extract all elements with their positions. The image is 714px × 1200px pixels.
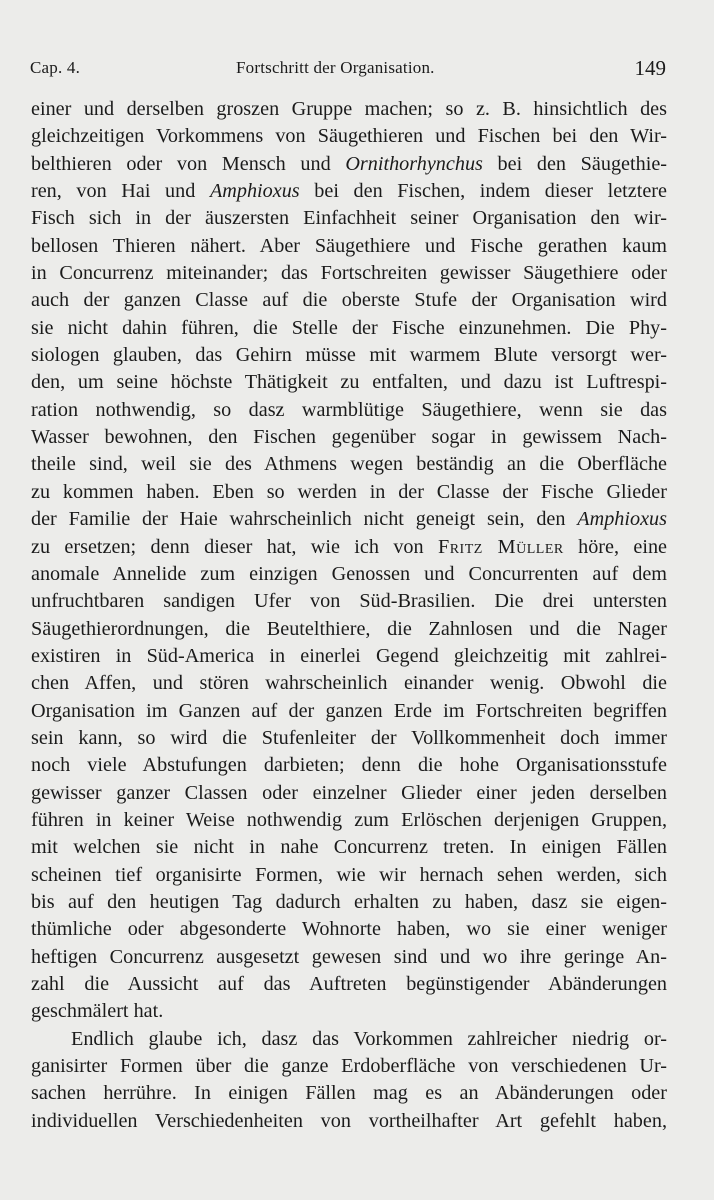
text-run: auch der ganzen Classe auf die oberste Stufe der Organisation wird [31,289,667,312]
text-line [31,780,667,807]
author-name: Fritz Müller [437,535,564,558]
text-line [31,96,667,123]
text-line [31,1053,667,1080]
text-line [31,725,667,752]
text-line [31,205,667,232]
text-run: bei den Fischen, indem dieser letztere [299,180,667,203]
text-run: Endlich glaube ich, dasz das Vorkommen zahlreicher niedrig or- [71,1027,667,1050]
text-run: anomale Annelide zum einzigen Genossen und Concurrenten auf dem [31,562,667,585]
text-line [31,260,667,287]
text-line [31,1108,667,1135]
text-run: gewisser ganzer Classen oder einzelner Glieder einer jeden derselben [31,781,667,804]
text-run: der Familie der Haie wahrscheinlich nicht geneigt sein, den [31,508,578,531]
text-line [31,616,667,643]
text-run: sein kann, so wird die Stufenleiter der Vollkommenheit doch immer [31,726,667,749]
italic-taxon: Amphioxus [577,508,667,531]
text-run: zu ersetzen; denn dieser hat, wie ich von [31,535,438,558]
text-line [31,123,667,150]
text-line [31,643,667,670]
text-line [31,451,667,478]
text-line [31,916,667,943]
text-line [31,588,667,615]
text-run: theile sind, weil sie des Athmens wegen beständig an die Oberfläche [31,453,667,476]
running-title: Fortschritt der Organisation. [236,58,435,77]
text-run: heftigen Concurrenz ausgesetzt gewesen sind und wo ihre geringe An- [31,945,667,968]
text-run: bei den Säugethie- [482,152,667,175]
text-line [31,889,667,916]
text-run: noch viele Abstufungen darbieten; denn die hohe Organisationsstufe [31,754,667,777]
text-run: gleichzeitigen Vorkommens von Säugethieren und Fischen bei den Wir- [31,125,667,148]
text-run: einer und derselben groszen Gruppe machen; so z. B. hinsichtlich des [31,98,667,120]
text-line [31,1026,667,1053]
text-run: existiren in Süd-America in einerlei Gegend gleichzeitig mit zahlrei- [31,644,667,667]
text-run: bis auf den heutigen Tag dadurch erhalten zu haben, dasz sie eigen- [31,890,667,913]
text-run: mit welchen sie nicht in nahe Concurrenz treten. In einigen Fällen [31,836,667,859]
text-line [31,534,667,561]
text-line [31,233,667,260]
text-line [31,971,667,998]
italic-taxon: Amphioxus [209,180,300,203]
text-run: geschmälert hat. [31,1000,164,1023]
text-run: Organisation im Ganzen auf der ganzen Erde im Fortschreiten begriffen [31,699,667,722]
text-run: Säugethierordnungen, die Beutelthiere, die Zahnlosen und die Nager [31,617,667,640]
running-header [30,54,670,84]
text-run: in Concurrenz miteinander; das Fortschreiten gewisser Säugethiere oder [31,262,667,285]
body-text [31,96,667,1135]
text-line [31,998,667,1025]
text-run: ren, von Hai und [31,180,210,203]
text-run: zu kommen haben. Eben so werden in der Classe der Fische Glieder [31,480,667,503]
text-run: ration nothwendig, so dasz warmblütige Säugethiere, wenn sie das [31,398,667,421]
text-run: siologen glauben, das Gehirn müsse mit warmem Blute versorgt wer- [31,344,667,367]
text-line [31,834,667,861]
text-run: höre, eine [563,535,667,558]
text-run: sie nicht dahin führen, die Stelle der Fische einzunehmen. Die Phy- [31,316,667,339]
text-line [31,944,667,971]
text-run: individuellen Verschiedenheiten von vortheilhafter Art gefehlt haben, [31,1109,667,1132]
text-line [31,369,667,396]
text-line [31,342,667,369]
text-run: bellosen Thieren nähert. Aber Säugethiere und Fische gerathen kaum [31,234,667,257]
text-line [31,315,667,342]
text-line [31,807,667,834]
text-run: scheinen tief organisirte Formen, wie wir hernach sehen werden, sich [31,863,667,886]
text-line [31,506,667,533]
text-run: den, um seine höchste Thätigkeit zu entfalten, und dazu ist Luftrespi- [31,371,667,394]
chapter-label: Cap. 4. [30,58,81,77]
text-run: unfruchtbaren sandigen Ufer von Süd-Brasilien. Die drei untersten [31,590,667,613]
text-line [31,1080,667,1107]
text-run: Wasser bewohnen, den Fischen gegenüber sogar in gewissem Nach- [31,426,667,449]
text-line [31,479,667,506]
text-line [31,424,667,451]
text-run: chen Affen, und stören wahrscheinlich einander wenig. Obwohl die [31,672,667,695]
text-line [31,862,667,889]
text-line [31,287,667,314]
text-run: sachen herrühre. In einigen Fällen mag es an Abänderungen oder [31,1082,667,1105]
text-line [31,670,667,697]
text-line [31,752,667,779]
text-line [31,178,667,205]
text-run: thümliche oder abgesonderte Wohnorte haben, wo sie einer weniger [31,918,667,941]
text-line [31,561,667,588]
italic-taxon: Ornithorhynchus [345,152,483,175]
page-number: 149 [634,56,666,80]
text-line [31,698,667,725]
text-run: Fisch sich in der äuszersten Einfachheit seiner Organisation den wir- [31,207,667,230]
paragraph [31,96,667,1026]
text-run: führen in keiner Weise nothwendig zum Erlöschen derjenigen Gruppen, [31,808,667,831]
paragraph [31,1026,667,1135]
text-run: zahl die Aussicht auf das Auftreten begünstigender Abänderungen [31,973,667,995]
text-run: ganisirter Formen über die ganze Erdoberfläche von verschiedenen Ur- [31,1055,667,1078]
text-run: belthieren oder von Mensch und [31,152,346,175]
text-line [31,397,667,424]
text-line [31,151,667,178]
